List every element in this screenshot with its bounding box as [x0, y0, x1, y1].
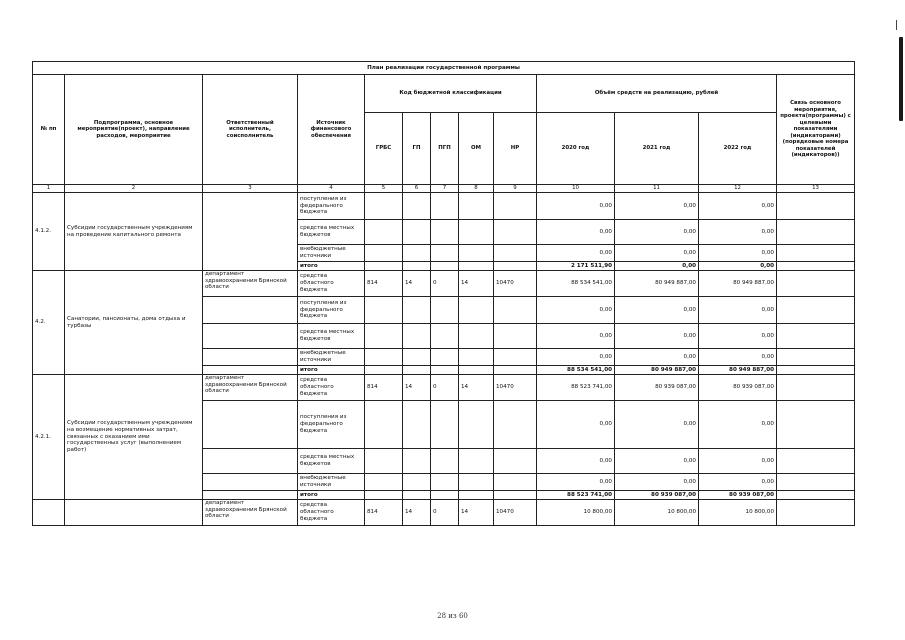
cell-2022: 0,00	[699, 220, 777, 245]
table-row	[33, 193, 855, 220]
cell-link	[777, 366, 855, 375]
cell-2021: 80 939 087,00	[615, 375, 699, 401]
cell-pgp	[431, 193, 459, 220]
cell-link	[777, 500, 855, 526]
cell-om: 14	[459, 500, 494, 526]
cell-gp	[403, 193, 431, 220]
cell-pgp	[431, 220, 459, 245]
cell-nr	[494, 193, 537, 220]
program-plan-sheet	[32, 61, 854, 526]
row-source: средства областного бюджета	[298, 271, 365, 297]
column-numbers-row	[33, 185, 855, 193]
cell-2022: 0,00	[699, 193, 777, 220]
cell-2021: 0,00	[615, 262, 699, 271]
row-executor-empty	[203, 491, 298, 500]
cell-2021: 0,00	[615, 449, 699, 474]
cell-2021: 80 949 887,00	[615, 271, 699, 297]
cell-om	[459, 193, 494, 220]
cell-om	[459, 474, 494, 491]
row-num: 4.2.1.	[33, 375, 65, 500]
cell-2020: 0,00	[537, 193, 615, 220]
cell-nr: 10470	[494, 271, 537, 297]
row-source: итого	[298, 366, 365, 375]
row-source: внебюджетные источники	[298, 349, 365, 366]
row-name: Санатории, пансионаты, дома отдыха и турбазы	[65, 271, 203, 375]
cell-nr	[494, 297, 537, 324]
cell-link	[777, 193, 855, 220]
cell-om: 14	[459, 271, 494, 297]
col-number: 11	[615, 185, 699, 193]
header-nr: НР	[494, 113, 537, 185]
cell-om	[459, 297, 494, 324]
cell-grbs	[365, 297, 403, 324]
row-name: Субсидии государственным учреждениям на проведение капитального ремонта	[65, 193, 203, 271]
header-source: Источник финансового обеспечения	[298, 75, 365, 185]
header-link: Связь основного мероприятия, проекта(программы) с целевыми показателями (индикаторами) (порядковые номера показателей (индикаторов))	[777, 75, 855, 185]
row-source: внебюджетные источники	[298, 245, 365, 262]
cell-link	[777, 271, 855, 297]
cell-pgp: 0	[431, 500, 459, 526]
cell-2021: 80 939 087,00	[615, 491, 699, 500]
cell-2022: 0,00	[699, 245, 777, 262]
cell-gp	[403, 297, 431, 324]
cell-2021: 0,00	[615, 401, 699, 449]
row-num: 4.2.	[33, 271, 65, 375]
cell-2022: 0,00	[699, 324, 777, 349]
row-source: итого	[298, 491, 365, 500]
cell-2020: 2 171 511,90	[537, 262, 615, 271]
cell-gp	[403, 491, 431, 500]
col-number: 7	[431, 185, 459, 193]
cell-gp: 14	[403, 500, 431, 526]
header-grbs: ГРБС	[365, 113, 403, 185]
cell-2021: 80 949 887,00	[615, 366, 699, 375]
cell-link	[777, 449, 855, 474]
cell-2021: 0,00	[615, 193, 699, 220]
cell-om	[459, 366, 494, 375]
cell-2021: 0,00	[615, 324, 699, 349]
cell-2020: 0,00	[537, 324, 615, 349]
cell-link	[777, 245, 855, 262]
cell-pgp	[431, 474, 459, 491]
cell-gp	[403, 262, 431, 271]
cell-nr	[494, 324, 537, 349]
cell-nr	[494, 366, 537, 375]
row-executor	[203, 193, 298, 271]
cell-om	[459, 262, 494, 271]
cell-gp	[403, 349, 431, 366]
cell-2022: 80 939 087,00	[699, 491, 777, 500]
cell-link	[777, 220, 855, 245]
cell-2022: 0,00	[699, 262, 777, 271]
cell-nr	[494, 262, 537, 271]
cell-nr	[494, 449, 537, 474]
cell-om	[459, 245, 494, 262]
cell-2022: 0,00	[699, 449, 777, 474]
cell-2020: 0,00	[537, 297, 615, 324]
row-source: средства местных бюджетов	[298, 324, 365, 349]
cell-2022: 0,00	[699, 349, 777, 366]
col-number: 1	[33, 185, 65, 193]
cell-om: 14	[459, 375, 494, 401]
row-num: 4.1.2.	[33, 193, 65, 271]
row-executor: департамент здравоохранения Брянской области	[203, 375, 298, 401]
row-executor-empty	[203, 366, 298, 375]
row-source: средства областного бюджета	[298, 375, 365, 401]
cell-grbs	[365, 491, 403, 500]
cell-grbs	[365, 262, 403, 271]
table-row	[33, 375, 855, 401]
cell-2020: 88 523 741,00	[537, 375, 615, 401]
row-executor-empty	[203, 324, 298, 349]
cell-om	[459, 349, 494, 366]
cell-pgp: 0	[431, 375, 459, 401]
table-row	[33, 500, 855, 526]
margin-mark	[899, 37, 903, 121]
cell-om	[459, 324, 494, 349]
cell-link	[777, 401, 855, 449]
cell-gp	[403, 449, 431, 474]
cell-om	[459, 401, 494, 449]
col-number: 12	[699, 185, 777, 193]
cell-link	[777, 324, 855, 349]
col-number: 13	[777, 185, 855, 193]
cell-nr	[494, 349, 537, 366]
col-number: 4	[298, 185, 365, 193]
cell-gp: 14	[403, 375, 431, 401]
col-number: 2	[65, 185, 203, 193]
cell-2022: 80 949 887,00	[699, 366, 777, 375]
cell-pgp	[431, 324, 459, 349]
row-name: Субсидии государственным учреждениям на возмещение нормативных затрат, связанных с оказанием ими государственных услуг (выполнением работ)	[65, 375, 203, 500]
header-executor: Ответственный исполнитель, соисполнитель	[203, 75, 298, 185]
cell-nr: 10470	[494, 500, 537, 526]
program-plan-table	[32, 61, 855, 526]
cell-grbs: 814	[365, 500, 403, 526]
cell-gp	[403, 324, 431, 349]
cell-grbs: 814	[365, 375, 403, 401]
table-row	[33, 271, 855, 297]
cell-grbs	[365, 366, 403, 375]
cell-link	[777, 474, 855, 491]
cell-link	[777, 262, 855, 271]
row-source: поступления из федерального бюджета	[298, 297, 365, 324]
cell-2022: 0,00	[699, 297, 777, 324]
cell-pgp: 0	[431, 271, 459, 297]
row-source: средства местных бюджетов	[298, 220, 365, 245]
col-number: 6	[403, 185, 431, 193]
margin-mark-small	[896, 20, 897, 30]
col-number: 10	[537, 185, 615, 193]
row-executor-empty	[203, 474, 298, 491]
table-body	[33, 193, 855, 526]
header-gp: ГП	[403, 113, 431, 185]
row-source: поступления из федерального бюджета	[298, 401, 365, 449]
cell-gp	[403, 366, 431, 375]
header-name: Подпрограмма, основное мероприятие(проект), направление расходов, мероприятие	[65, 75, 203, 185]
row-executor-empty	[203, 349, 298, 366]
cell-nr	[494, 474, 537, 491]
row-source: поступления из федерального бюджета	[298, 193, 365, 220]
cell-2020: 0,00	[537, 220, 615, 245]
cell-grbs	[365, 401, 403, 449]
cell-gp	[403, 220, 431, 245]
cell-pgp	[431, 297, 459, 324]
cell-2021: 0,00	[615, 245, 699, 262]
row-source: средства местных бюджетов	[298, 449, 365, 474]
header-om: ОМ	[459, 113, 494, 185]
header-y2020: 2020 год	[537, 113, 615, 185]
cell-gp	[403, 245, 431, 262]
header-y2021: 2021 год	[615, 113, 699, 185]
cell-2020: 88 534 541,00	[537, 271, 615, 297]
cell-pgp	[431, 262, 459, 271]
row-executor-empty	[203, 401, 298, 449]
col-number: 8	[459, 185, 494, 193]
cell-pgp	[431, 245, 459, 262]
cell-pgp	[431, 401, 459, 449]
col-number: 9	[494, 185, 537, 193]
cell-link	[777, 349, 855, 366]
cell-nr	[494, 245, 537, 262]
cell-2021: 10 800,00	[615, 500, 699, 526]
cell-2021: 0,00	[615, 349, 699, 366]
cell-gp	[403, 401, 431, 449]
cell-om	[459, 449, 494, 474]
table-title: План реализации государственной программы	[33, 62, 855, 75]
row-executor: департамент здравоохранения Брянской области	[203, 271, 298, 297]
cell-2022: 80 949 887,00	[699, 271, 777, 297]
cell-link	[777, 297, 855, 324]
cell-link	[777, 491, 855, 500]
col-number: 5	[365, 185, 403, 193]
cell-nr	[494, 401, 537, 449]
header-funds-group: Объём средств на реализацию, рублей	[537, 75, 777, 113]
cell-grbs	[365, 449, 403, 474]
cell-om	[459, 491, 494, 500]
cell-2022: 0,00	[699, 401, 777, 449]
row-source: внебюджетные источники	[298, 474, 365, 491]
cell-grbs: 814	[365, 271, 403, 297]
cell-2020: 0,00	[537, 449, 615, 474]
row-executor: департамент здравоохранения Брянской области	[203, 500, 298, 526]
header-y2022: 2022 год	[699, 113, 777, 185]
cell-2022: 80 939 087,00	[699, 375, 777, 401]
cell-grbs	[365, 474, 403, 491]
cell-grbs	[365, 245, 403, 262]
cell-2020: 88 534 541,00	[537, 366, 615, 375]
cell-2020: 88 523 741,00	[537, 491, 615, 500]
row-name	[65, 500, 203, 526]
cell-2022: 10 800,00	[699, 500, 777, 526]
col-number: 3	[203, 185, 298, 193]
cell-gp: 14	[403, 271, 431, 297]
cell-2020: 0,00	[537, 401, 615, 449]
row-source: средства областного бюджета	[298, 500, 365, 526]
cell-2020: 10 800,00	[537, 500, 615, 526]
cell-link	[777, 375, 855, 401]
page-number: 28 из 60	[437, 612, 468, 620]
cell-2020: 0,00	[537, 474, 615, 491]
cell-pgp	[431, 491, 459, 500]
cell-2021: 0,00	[615, 474, 699, 491]
cell-2021: 0,00	[615, 297, 699, 324]
cell-2020: 0,00	[537, 245, 615, 262]
cell-grbs	[365, 324, 403, 349]
cell-pgp	[431, 449, 459, 474]
cell-grbs	[365, 349, 403, 366]
cell-nr: 10470	[494, 375, 537, 401]
cell-pgp	[431, 349, 459, 366]
header-num: № пп	[33, 75, 65, 185]
row-executor-empty	[203, 297, 298, 324]
cell-gp	[403, 474, 431, 491]
row-source: итого	[298, 262, 365, 271]
cell-nr	[494, 491, 537, 500]
cell-nr	[494, 220, 537, 245]
header-budget-code-group: Код бюджетной классификации	[365, 75, 537, 113]
row-executor-empty	[203, 449, 298, 474]
cell-grbs	[365, 220, 403, 245]
cell-2020: 0,00	[537, 349, 615, 366]
cell-pgp	[431, 366, 459, 375]
header-pgp: ПГП	[431, 113, 459, 185]
cell-grbs	[365, 193, 403, 220]
cell-2021: 0,00	[615, 220, 699, 245]
cell-2022: 0,00	[699, 474, 777, 491]
cell-om	[459, 220, 494, 245]
row-num	[33, 500, 65, 526]
